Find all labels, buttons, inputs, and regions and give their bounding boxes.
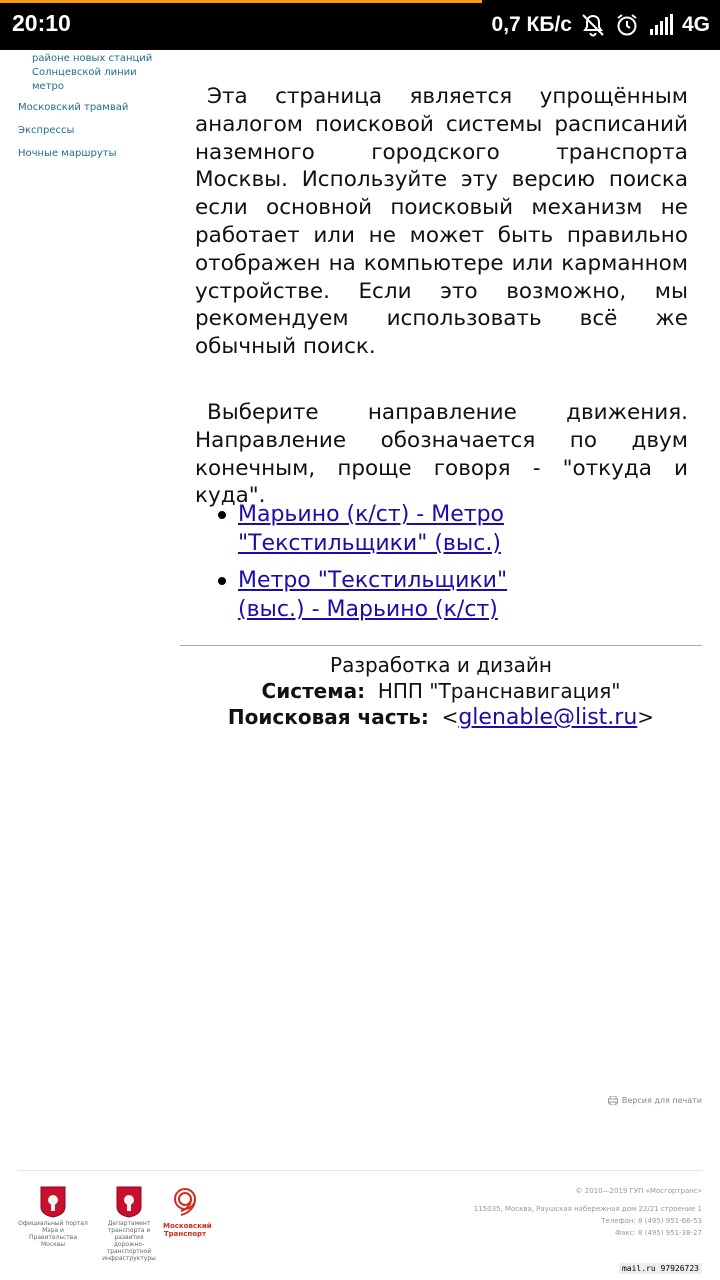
email-link[interactable]: glenable@list.ru: [458, 705, 638, 730]
email-prefix: <: [441, 705, 459, 729]
logo-caption-transport: Московский Транспорт: [163, 1222, 212, 1238]
route-link-tekstilshchiki-marino[interactable]: Метро "Текстильщики" (выс.) - Марьино (к/ст): [238, 568, 508, 622]
print-version-label: Версия для печати: [621, 1096, 702, 1105]
logo-caption-dept: Департамент транспорта и развития дорожно-транспортной инфраструктуры: [102, 1220, 156, 1262]
credits-system: [180, 678, 702, 704]
route-item: [218, 566, 518, 624]
mos-portal-logo[interactable]: [18, 1186, 88, 1248]
route-link-marino-tekstilshchiki[interactable]: Марьино (к/ст) - Метро "Текстильщики" (выс.): [238, 502, 504, 556]
phone: Телефон: 8 (495) 951-66-53: [601, 1217, 702, 1225]
address: 115035, Москва, Раушская набережная дом 22/21 строение 1: [473, 1205, 702, 1213]
alarm-icon: [614, 12, 640, 38]
moscow-transport-logo[interactable]: [163, 1186, 212, 1238]
moscow-transport-icon: [169, 1186, 201, 1218]
sidebar-subitem-link[interactable]: районе новых станций Солнцевской линии метро: [32, 53, 153, 92]
divider: [180, 645, 702, 646]
print-version-link[interactable]: [608, 1096, 702, 1105]
moscow-coat-of-arms-icon: [116, 1186, 142, 1218]
bullet-icon: [218, 577, 226, 585]
system-value: НПП "Транснавигация": [377, 679, 621, 703]
credits-heading: Разработка и дизайн: [330, 653, 552, 677]
copyright: © 2010—2019 ГУП «Мосгортранс»: [575, 1187, 702, 1195]
sidebar-link-tram[interactable]: Московский трамвай: [18, 102, 129, 113]
transport-dept-logo[interactable]: [100, 1186, 158, 1262]
watermark: mail.ru 97926723: [619, 1263, 702, 1274]
printer-icon: [608, 1096, 618, 1105]
route-item: [218, 500, 518, 558]
bell-off-icon: [580, 12, 606, 38]
instruction-section: [195, 399, 688, 510]
instruction-paragraph: Выберите направление движения. Направление обозначается по двум конечным, проще говоря - "откуда и куда".: [195, 400, 688, 509]
logo-caption-portal: Официальный портал Мэра и Правительства Москвы: [18, 1220, 88, 1248]
system-label: Система:: [261, 679, 366, 703]
footer-divider: [18, 1170, 702, 1171]
footer-contacts: [462, 1185, 702, 1239]
net-speed: 0,7 КБ/с: [491, 13, 572, 36]
page-load-progress: [0, 0, 482, 3]
sidebar-link-night[interactable]: Ночные маршруты: [18, 148, 117, 159]
route-list: [218, 500, 518, 632]
search-label: Поисковая часть:: [227, 705, 429, 729]
status-right: [492, 10, 710, 40]
status-time: 20:10: [12, 10, 71, 36]
intro-paragraph: Эта страница является упрощённым аналогом поисковой системы расписаний наземного городского транспорта Москвы. Используйте эту версию поиска если основной поисковый механизм не работает или не может быть правильно отображен на компьютере или карманном устройстве. Если это возможно, мы рекомендуем использовать всё же обычный поиск.: [195, 84, 688, 360]
credits-search: [180, 704, 702, 731]
intro-section: [195, 83, 688, 361]
status-bar: [0, 0, 720, 50]
network-type: 4G: [681, 13, 710, 36]
email-suffix: >: [637, 705, 655, 729]
credits: [180, 652, 702, 731]
fax: Факс: 8 (495) 951-38-27: [615, 1229, 702, 1237]
sidebar-link-express[interactable]: Экспрессы: [18, 125, 75, 136]
moscow-coat-of-arms-icon: [40, 1186, 66, 1218]
bullet-icon: [218, 511, 226, 519]
signal-icon: [648, 12, 674, 38]
